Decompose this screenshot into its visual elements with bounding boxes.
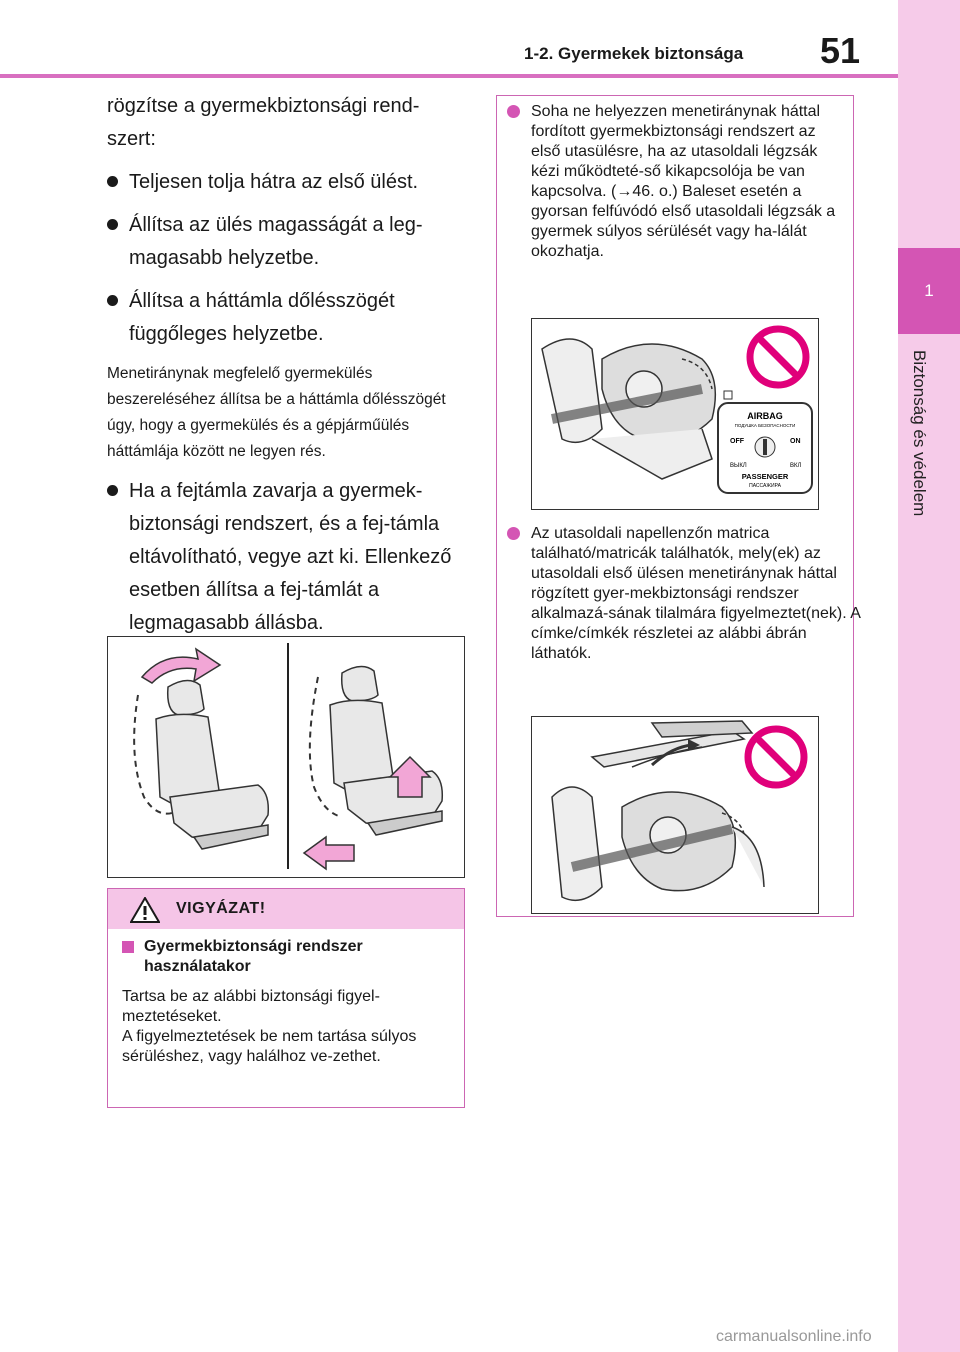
off-ru-text: ВЫКЛ xyxy=(730,463,747,469)
passenger-ru-text: ПАССАЖИРА xyxy=(749,483,781,489)
bullet-sun-visor-label: Az utasoldali napellenzőn matrica található/matricák találhatók, mely(ek) az utasoldali első ülésen menetiránynak háttal rögzített gyer-mekbiztonsági rendszer alkalmazá-sának tilalmára figyelmeztet(nek). A címke/címkék részletei az alábbi ábrán láthatók. xyxy=(505,524,861,664)
on-ru-text: ВКЛ xyxy=(790,463,802,469)
sun-visor-illustration xyxy=(532,717,818,913)
warning-body-text: Tartsa be az alábbi biztonsági figyel-meztetéseket. A figyelmeztetések be nem tartása súlyos sérüléshez, vagy halálhoz ve-zethet. xyxy=(122,988,417,1065)
bullet-seat-back: Teljesen tolja hátra az első ülést. xyxy=(107,166,467,199)
off-text: OFF xyxy=(730,438,744,445)
header-rule xyxy=(0,74,898,78)
seat-illustration xyxy=(108,637,464,877)
note-text: Menetiránynak megfelelő gyermekülés beszereléséhez állítsa be a háttámla dőlésszögét úgy, hogy a gyermekülés és a gépjárműülés háttámlája között ne legyen rés. xyxy=(107,365,446,460)
footer-watermark: carmanualsonline.info xyxy=(716,1328,872,1345)
bullet-rear-facing: Soha ne helyezzen menetiránynak háttal fordított gyermekbiztonsági rendszert az első utasülésre, ha az utasoldali légzsák kézi működteté-ső kikapcsolója be van kapcsolva. (→46. o.) Baleset esetén a gyorsan felfúvódó első utasoldali légzsák a gyermek súlyos sérülését vagy ha-lálát okozhatja. xyxy=(505,102,845,262)
bullet-seat-height: Állítsa az ülés magasságát a leg-magasabb helyzetbe. xyxy=(107,209,467,275)
chapter-label: Biztonság és védelem xyxy=(910,350,929,517)
warning-body xyxy=(122,987,450,1067)
on-text: ON xyxy=(790,438,801,445)
intro-text: rögzítse a gyermekbiztonsági rend-szert: xyxy=(107,95,420,150)
sun-visor-figure xyxy=(531,716,819,914)
section-title: 1-2. Gyermekek biztonsága xyxy=(524,44,744,63)
warning-triangle-icon xyxy=(130,897,160,923)
prohibition-icon xyxy=(750,329,806,385)
prohibition-icon xyxy=(748,729,804,785)
warning-box xyxy=(107,888,465,1108)
seat-adjustment-figure xyxy=(107,636,465,878)
airbag-warning-illustration xyxy=(532,319,818,509)
bullet-headrest: Ha a fejtámla zavarja a gyermek-biztonsági rendszert, és a fej-támla eltávolítható, vegye azt ki. Ellenkező esetben állítsa a fej-támlát a legmagasabb állásba. xyxy=(107,475,467,640)
bullet-seatback-angle: Állítsa a háttámla dőlésszögét függőleges helyzetbe. xyxy=(107,285,467,351)
page-number: 51 xyxy=(820,30,861,71)
side-tab xyxy=(898,0,960,1352)
warning-title: VIGYÁZAT! xyxy=(176,900,266,917)
airbag-switch-figure xyxy=(531,318,819,510)
chapter-number: 1 xyxy=(898,248,960,334)
warning-header xyxy=(108,889,464,929)
right-info-box xyxy=(496,95,861,917)
warning-subtitle: Gyermekbiztonsági rendszer használatakor xyxy=(122,937,450,977)
left-column xyxy=(107,90,467,640)
airbag-ru-text: ПОДУШКА БЕЗОПАСНОСТИ xyxy=(734,423,796,428)
airbag-text: AIRBAG xyxy=(747,411,783,421)
passenger-text: PASSENGER xyxy=(741,472,789,481)
